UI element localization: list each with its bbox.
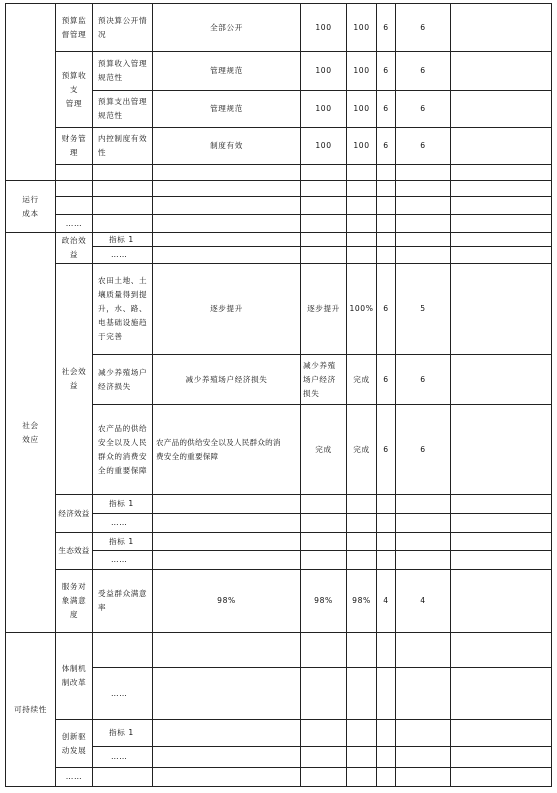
rate-cell: 100 — [353, 22, 370, 32]
ellipsis-cell: …… — [111, 752, 128, 761]
grid-line — [55, 767, 552, 768]
score-cell: 6 — [420, 141, 426, 150]
indicator-cell: 预算支出管理 规范性 — [98, 97, 148, 120]
score-cell: 6 — [420, 22, 426, 32]
grid-line — [5, 180, 552, 181]
weight-cell: 6 — [383, 374, 389, 384]
indicator-placeholder: 指标 1 — [109, 728, 134, 737]
section-social-effect: 社会 效应 — [22, 420, 39, 444]
rate-cell: 100 — [353, 141, 370, 150]
score-cell: 6 — [420, 444, 426, 454]
grid-line — [551, 3, 552, 787]
sub-institution-reform: 体制机 制改革 — [61, 664, 87, 687]
score-cell: 6 — [420, 66, 426, 75]
grid-line — [5, 786, 552, 787]
indicator-cell: 农产品的供给 安全以及人民 群众的消费安 全的重要保障 — [98, 423, 148, 475]
ellipsis-operating-cost: …… — [65, 218, 83, 228]
actual-cell: 减少养殖 场户经济 损失 — [303, 360, 336, 398]
actual-cell: 100 — [315, 22, 332, 32]
actual-cell: 100 — [315, 104, 332, 113]
sub-service-satisfaction: 服务对 象满意 度 — [61, 582, 87, 619]
sub-budget-income-expense: 预算收 支 管理 — [61, 70, 87, 108]
ellipsis-sustainability: …… — [65, 772, 83, 781]
ellipsis-cell: …… — [111, 518, 128, 527]
weight-cell: 6 — [383, 141, 389, 150]
grid-line — [92, 746, 552, 747]
target-cell: 管理规范 — [210, 66, 243, 75]
sub-social-benefit: 社会效 益 — [61, 367, 87, 390]
actual-cell: 完成 — [315, 444, 332, 454]
rate-cell: 100% — [349, 304, 374, 313]
section-sustainability: 可持续性 — [14, 704, 47, 714]
indicator-placeholder: 指标 1 — [109, 234, 134, 244]
target-cell: 逐步提升 — [210, 304, 243, 313]
weight-cell: 6 — [383, 444, 389, 454]
indicator-cell: 预算收入管理 规范性 — [98, 59, 148, 82]
grid-line — [55, 196, 552, 197]
actual-cell: 逐步提升 — [307, 304, 340, 313]
weight-cell: 6 — [383, 304, 389, 313]
grid-line — [92, 513, 552, 514]
actual-cell: 98% — [314, 596, 333, 605]
target-cell: 减少养殖场户经济损失 — [185, 374, 268, 384]
grid-line — [55, 214, 552, 215]
rate-cell: 完成 — [353, 374, 370, 384]
score-cell: 6 — [420, 374, 426, 384]
indicator-cell: 预决算公开情 况 — [98, 15, 148, 39]
section-operating-cost: 运行 成本 — [22, 194, 39, 218]
target-cell: 98% — [217, 596, 236, 605]
sub-ecological-benefit: 生态效益 — [58, 546, 90, 555]
sub-politics-benefit: 政治效 益 — [61, 236, 87, 259]
rate-cell: 100 — [353, 104, 370, 113]
score-cell: 6 — [420, 104, 426, 113]
grid-line — [55, 164, 552, 165]
weight-cell: 6 — [383, 22, 389, 32]
indicator-cell: 内控制度有效 性 — [98, 134, 148, 157]
rate-cell: 100 — [353, 66, 370, 75]
rate-cell: 完成 — [353, 444, 370, 454]
indicator-cell: 减少养殖场户 经济损失 — [98, 367, 148, 391]
grid-line — [450, 3, 451, 787]
weight-cell: 6 — [383, 66, 389, 75]
rate-cell: 98% — [352, 596, 371, 605]
grid-line — [92, 550, 552, 551]
target-cell: 管理规范 — [210, 104, 243, 113]
score-cell: 5 — [420, 304, 426, 313]
indicator-placeholder: 指标 1 — [109, 536, 134, 546]
weight-cell: 4 — [383, 596, 389, 605]
sub-budget-oversight: 预算监 督管理 — [61, 15, 87, 39]
actual-cell: 100 — [315, 141, 332, 150]
indicator-placeholder: 指标 1 — [109, 499, 134, 508]
ellipsis-cell: …… — [111, 250, 128, 259]
actual-cell: 100 — [315, 66, 332, 75]
score-cell: 4 — [420, 596, 426, 605]
sub-economic-benefit: 经济效益 — [58, 508, 90, 518]
target-cell: 农产品的供给安全以及人民群众的消 费安全的重要保障 — [156, 437, 281, 461]
indicator-cell: 受益群众满意 率 — [98, 589, 148, 612]
ellipsis-cell: …… — [111, 688, 128, 698]
target-cell: 全部公开 — [210, 22, 243, 32]
indicator-cell: 农田土地、土 壤质量得到提 升，水、路、 电基础设施趋 于完善 — [98, 276, 148, 341]
ellipsis-cell: …… — [111, 555, 128, 564]
weight-cell: 6 — [383, 104, 389, 113]
sub-finance-management: 财务管 理 — [61, 134, 87, 157]
target-cell: 制度有效 — [210, 141, 243, 150]
sub-innovation-driven: 创新驱 动发展 — [61, 731, 87, 755]
grid-line — [92, 246, 552, 247]
grid-line — [92, 667, 552, 668]
